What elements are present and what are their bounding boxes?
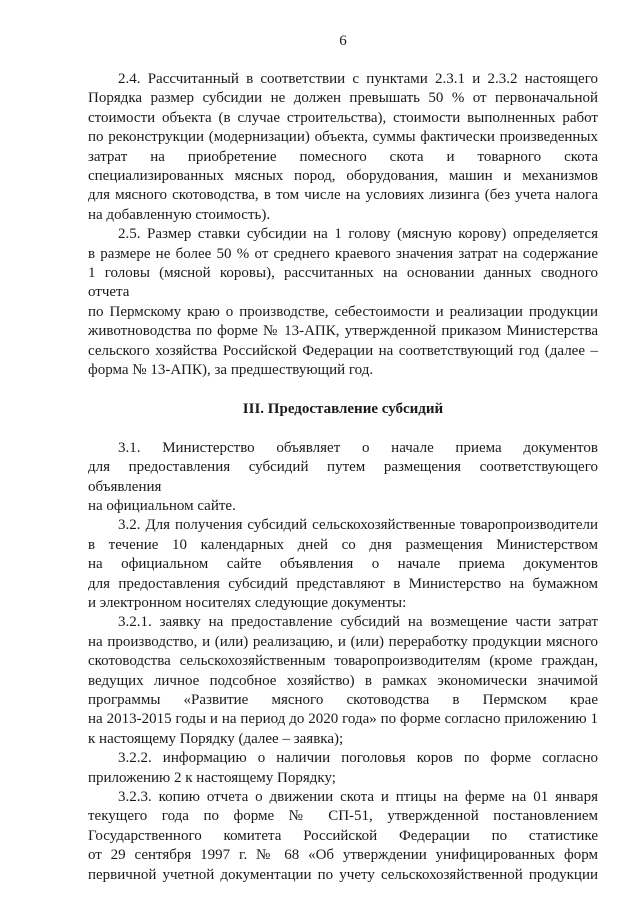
text-line: для предоставления субсидий представляют в Министерство на бумажном [88, 575, 598, 592]
paragraph-2-4 [88, 70, 598, 225]
text-line: на производство, и (или) реализацию, и (или) переработку продукции мясного [88, 633, 598, 650]
page-number: 6 [339, 33, 347, 49]
text-line: по реконструкции (модернизации) объекта, суммы фактически произведенных [88, 129, 598, 146]
text-line: текущего года по форме № СП-51, утвержденной постановлением [88, 808, 598, 825]
text-line: 3.2. Для получения субсидий сельскохозяйственные товаропроизводители [118, 517, 598, 534]
text-line: на добавленную стоимость). [88, 206, 271, 223]
paragraph-3-2 [88, 516, 598, 613]
paragraph-3-2-1 [88, 613, 598, 749]
text-line: сельского хозяйства Российской Федерации на соответствующий год (далее – [88, 342, 598, 359]
text-line: на официальном сайте. [88, 497, 236, 514]
paragraph-2-5 [88, 225, 598, 380]
text-line: на 2013-2015 годы и на период до 2020 года» по форме согласно приложению 1 [88, 711, 598, 728]
text-line: скотоводства сельскохозяйственным товаропроизводителям (кроме граждан, [88, 653, 598, 670]
text-line: форма № 13-АПК), за предшествующий год. [88, 362, 374, 379]
text-line: специализированных мясных пород, оборудования, машин и механизмов [88, 168, 598, 185]
text-line: в течение 10 календарных дней со дня размещения Министерством [88, 536, 598, 553]
text-line: от 29 сентября 1997 г. № 68 «Об утверждении унифицированных форм [88, 847, 598, 864]
text-line: и электронном носителях следующие документы: [88, 594, 407, 611]
text-line: для мясного скотоводства, в том числе на условиях лизинга (без учета налога [88, 187, 598, 204]
paragraph-3-1 [88, 439, 598, 517]
text-line: приложению 2 к настоящему Порядку; [88, 769, 336, 786]
text-line: в размере не более 50 % от среднего краевого значения затрат на содержание [88, 245, 598, 262]
paragraph-3-2-2 [88, 749, 598, 788]
text-line: Государственного комитета Российской Федерации по статистике [88, 827, 598, 844]
text-line: ведущих личное подсобное хозяйство) в рамках экономически значимой [88, 672, 598, 689]
text-line: 1 головы (мясной коровы), рассчитанных на основании данных сводного отчета [88, 265, 598, 301]
text-line: 3.1. Министерство объявляет о начале приема документов [118, 439, 598, 456]
text-line: затрат на приобретение помесного скота и товарного скота [88, 148, 598, 165]
text-line: 3.2.3. копию отчета о движении скота и птицы на ферме на 01 января [118, 789, 598, 805]
text-line: к настоящему Порядку (далее – заявка); [88, 730, 344, 747]
text-line: животноводства по форме № 13-АПК, утвержденной приказом Министерства [88, 323, 598, 340]
text-line: программы «Развитие мясного скотоводства в Пермском крае [88, 691, 598, 708]
text-line: 2.5. Размер ставки субсидии на 1 голову (мясную корову) определяется [118, 226, 598, 243]
paragraph-3-2-3 [88, 788, 598, 885]
text-line: для предоставления субсидий путем размещения соответствующего объявления [88, 459, 598, 495]
text-line: первичной учетной документации по учету сельскохозяйственной продукции [88, 866, 598, 883]
text-line: Порядка размер субсидии не должен превышать 50 % от первоначальной [88, 90, 598, 107]
section-heading: III. Предоставление субсидий [242, 400, 444, 417]
text-line: 3.2.1. заявку на предоставление субсидий на возмещение части затрат [118, 614, 598, 631]
text-line: 3.2.2. информацию о наличии поголовья коров по форме согласно [118, 750, 598, 767]
text-line: стоимости объекта (в случае строительства), стоимости выполненных работ [88, 109, 598, 126]
document-text-body [88, 70, 598, 885]
text-line: по Пермскому краю о производстве, себестоимости и реализации продукции [88, 303, 598, 320]
text-line: 2.4. Рассчитанный в соответствии с пунктами 2.3.1 и 2.3.2 настоящего [118, 71, 598, 87]
text-line: на официальном сайте объявления о начале приема документов [88, 556, 598, 573]
